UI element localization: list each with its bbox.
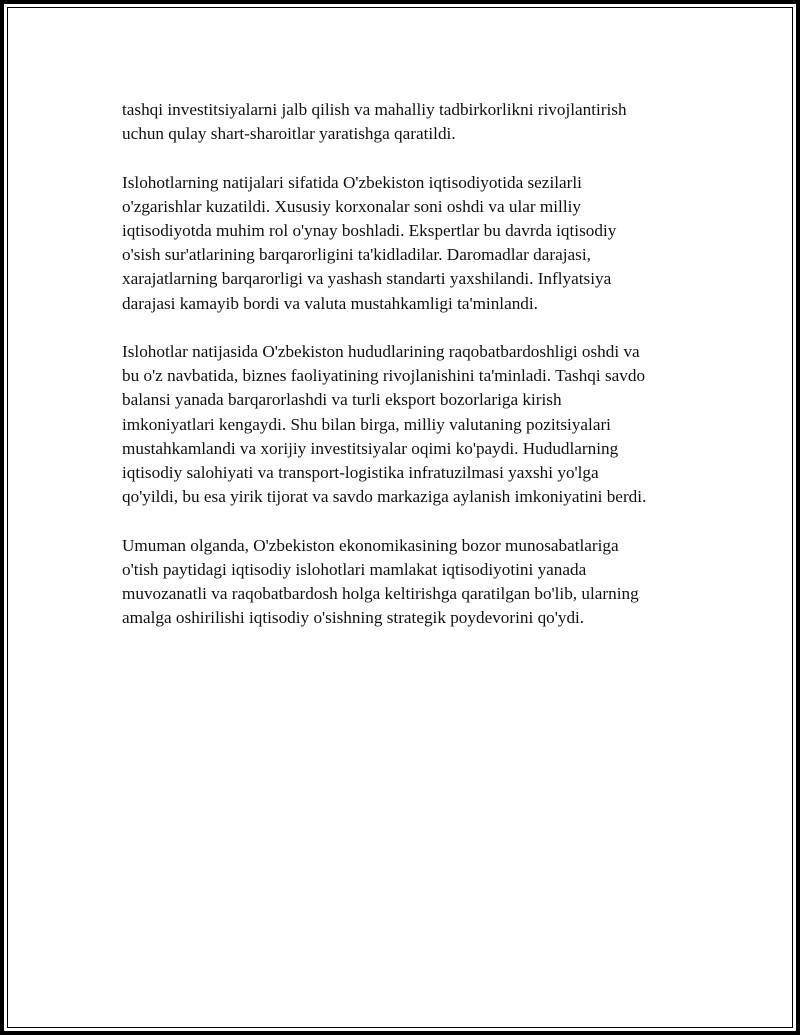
text-line: darajasi kamayib bordi va valuta mustahkamligi ta'minlandi. bbox=[122, 293, 538, 313]
paragraph-2 bbox=[122, 171, 702, 316]
text-line: xarajatlarning barqarorligi va yashash standarti yaxshilandi. Inflyatsiya bbox=[122, 269, 612, 289]
text-line: tashqi investitsiyalarni jalb qilish va mahalliy tadbirkorlikni rivojlantirish bbox=[122, 100, 627, 119]
text-line: iqtisodiyotda muhim rol o'ynay boshladi. Ekspertlar bu davrda iqtisodiy bbox=[122, 221, 617, 240]
text-line: muvozanatli va raqobatbardosh holga keltirishga qaratilgan bo'lib, ularning bbox=[122, 584, 639, 604]
paragraph-3 bbox=[122, 340, 702, 509]
paragraph-1 bbox=[122, 98, 702, 146]
paragraph-4 bbox=[122, 534, 702, 631]
text-line: bu o'z navbatida, biznes faoliyatining rivojlanishini ta'minladi. Tashqi savdo bbox=[122, 366, 646, 386]
text-line: iqtisodiy salohiyati va transport-logistika infratuzilmasi yaxshi yo'lga bbox=[122, 463, 599, 483]
text-line: o'tish paytidagi iqtisodiy islohotlari mamlakat iqtisodiyotini yanada bbox=[122, 559, 587, 579]
text-line: Islohotlarning natijalari sifatida O'zbekiston iqtisodiyotida sezilarli bbox=[122, 172, 582, 192]
text-line: o'sish sur'atlarining barqarorligini ta'kidladilar. Daromadlar darajasi, bbox=[122, 245, 591, 265]
text-line: uchun qulay shart-sharoitlar yaratishga qaratildi. bbox=[122, 124, 456, 144]
text-line: Islohotlar natijasida O'zbekiston hududlarining raqobatbardoshligi oshdi va bbox=[122, 342, 640, 361]
text-line: balansi yanada barqarorlashdi va turli eksport bozorlariga kirish bbox=[122, 390, 562, 410]
text-line: o'zgarishlar kuzatildi. Xususiy korxonalar soni oshdi va ular milliy bbox=[122, 196, 581, 216]
text-line: Umuman olganda, O'zbekiston ekonomikasining bozor munosabatlariga bbox=[122, 535, 619, 555]
document-body bbox=[122, 98, 702, 655]
text-line: mustahkamlandi va xorijiy investitsiyalar oqimi ko'paydi. Hududlarning bbox=[122, 438, 619, 458]
text-line: amalga oshirilishi iqtisodiy o'sishning strategik poydevorini qo'ydi. bbox=[122, 608, 585, 628]
text-line: qo'yildi, bu esa yirik tijorat va savdo markaziga aylanish imkoniyatini berdi. bbox=[122, 487, 647, 507]
text-line: imkoniyatlari kengaydi. Shu bilan birga, milliy valutaning pozitsiyalari bbox=[122, 414, 611, 434]
